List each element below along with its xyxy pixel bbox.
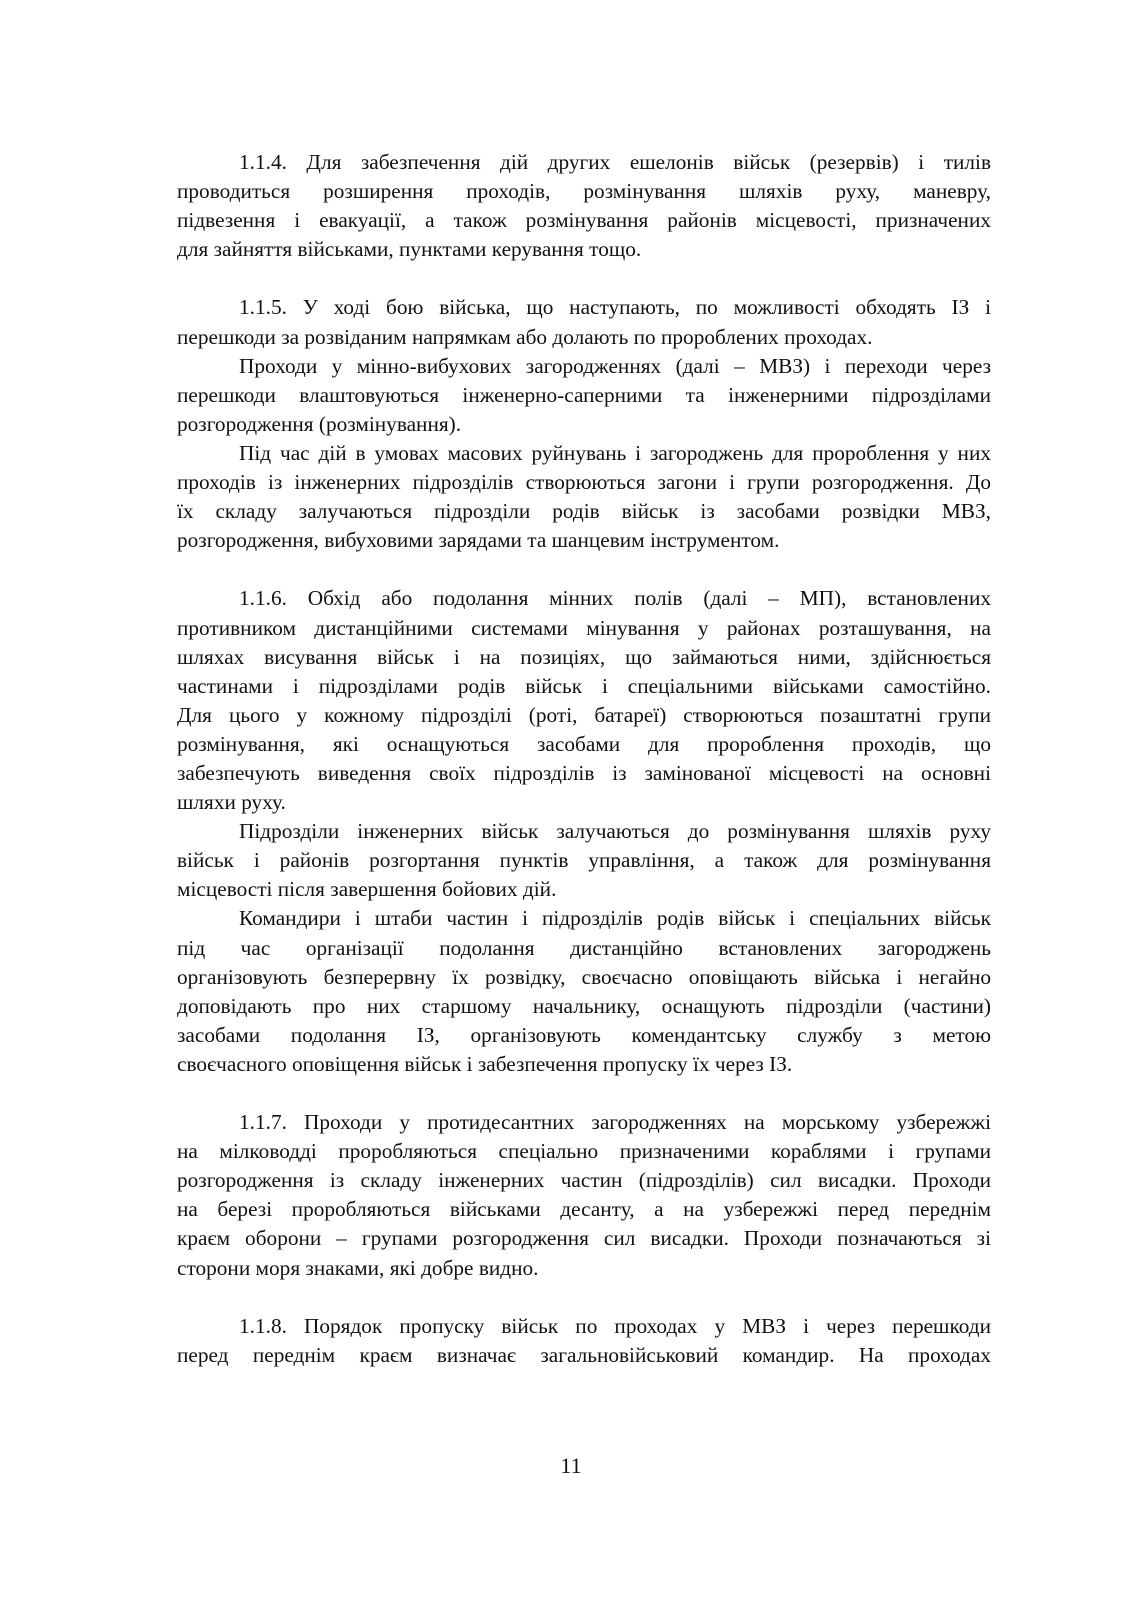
text-line: шляхи руху. — [177, 790, 286, 815]
text-line: місцевості після завершення бойових дій. — [177, 877, 557, 902]
text-line: 1.1.8. Порядок пропуску військ по проходах у МВЗ і через перешкоди — [239, 1313, 991, 1338]
text-line: своєчасного оповіщення військ і забезпечення пропуску їх через ІЗ. — [177, 1051, 793, 1076]
text-line: перешкоди влаштовуються інженерно-саперними та інженерними підрозділами — [177, 382, 991, 407]
text-line: Проходи у мінно-вибухових загородженнях (далі – МВЗ) і переходи через — [239, 353, 991, 378]
paragraph — [177, 904, 991, 1079]
text-line: розгородження, вибуховими зарядами та шанцевим інструментом. — [177, 528, 780, 553]
paragraph — [177, 148, 991, 264]
paragraph — [177, 293, 991, 351]
section — [177, 293, 991, 555]
text-line: доповідають про них старшому начальнику, оснащують підрозділи (частини) — [177, 993, 991, 1018]
text-line: проходів із інженерних підрозділів створюються загони і групи розгородження. До — [177, 470, 991, 495]
text-line: підвезення і евакуації, а також розмінування районів місцевості, призначених — [177, 208, 991, 233]
text-line: перед переднім краєм визначає загальновійськовий командир. На проходах — [177, 1342, 991, 1367]
text-line: сторони моря знаками, які добре видно. — [177, 1255, 539, 1280]
text-line: 1.1.6. Обхід або подолання мінних полів (далі – МП), встановлених — [239, 586, 991, 611]
text-line: 1.1.7. Проходи у протидесантних загородженнях на морському узбережжі — [239, 1110, 991, 1135]
paragraph — [177, 584, 991, 817]
paragraph — [177, 1108, 991, 1283]
text-line: Під час дій в умовах масових руйнувань і загороджень для пророблення у них — [239, 440, 991, 465]
section-spacer — [177, 264, 991, 293]
text-line: Підрозділи інженерних військ залучаються до розмінування шляхів руху — [239, 819, 991, 844]
section — [177, 584, 991, 1079]
text-line: противником дистанційними системами мінування у районах розташування, на — [177, 615, 991, 640]
section — [177, 1312, 991, 1370]
text-line: організовують безперервну їх розвідку, своєчасно оповіщають війська і негайно — [177, 964, 991, 989]
text-line: військ і районів розгортання пунктів управління, а також для розмінування — [177, 848, 991, 873]
text-line: Для цього у кожному підрозділі (роті, батареї) створюються позаштатні групи — [177, 702, 991, 727]
text-line: для зайняття військами, пунктами керування тощо. — [177, 237, 642, 262]
text-line: забезпечують виведення своїх підрозділів із замінованої місцевості на основні — [177, 760, 991, 785]
text-line: перешкоди за розвіданим напрямкам або долають по пророблених проходах. — [177, 324, 873, 349]
text-line: розмінування, які оснащуються засобами для пророблення проходів, що — [177, 731, 991, 756]
paragraph — [177, 352, 991, 439]
text-line: засобами подолання ІЗ, організовують комендантську службу з метою — [177, 1022, 991, 1047]
paragraph — [177, 817, 991, 904]
text-line: розгородження (розмінування). — [177, 411, 462, 436]
text-line: 1.1.4. Для забезпечення дій других ешелонів військ (резервів) і тилів — [239, 150, 991, 174]
section-spacer — [177, 555, 991, 584]
section-spacer — [177, 1283, 991, 1312]
page-number: 11 — [560, 1453, 582, 1478]
text-line: 1.1.5. У ході бою війська, що наступають, по можливості обходять ІЗ і — [239, 295, 991, 320]
section — [177, 148, 991, 264]
paragraph — [177, 439, 991, 555]
text-line: проводиться розширення проходів, розмінування шляхів руху, маневру, — [177, 179, 991, 204]
text-line: їх складу залучаються підрозділи родів військ із засобами розвідки МВЗ, — [177, 499, 991, 524]
text-line: частинами і підрозділами родів військ і спеціальними військами самостійно. — [177, 673, 991, 698]
document-body — [177, 148, 991, 1370]
text-line: краєм оборони – групами розгородження сил висадки. Проходи позначаються зі — [177, 1226, 991, 1251]
section — [177, 1108, 991, 1283]
text-line: під час організації подолання дистанційно встановлених загороджень — [177, 935, 991, 960]
text-line: на березі проробляються військами десанту, а на узбережжі перед переднім — [177, 1197, 991, 1222]
paragraph — [177, 1312, 991, 1370]
text-line: шляхах висування військ і на позиціях, що займаються ними, здійснюється — [177, 644, 991, 669]
text-line: Командири і штаби частин і підрозділів родів військ і спеціальних військ — [239, 906, 991, 931]
text-line: розгородження із складу інженерних частин (підрозділів) сил висадки. Проходи — [177, 1168, 991, 1193]
section-spacer — [177, 1079, 991, 1108]
text-line: на мілководді проробляються спеціально призначеними кораблями і групами — [177, 1139, 991, 1164]
